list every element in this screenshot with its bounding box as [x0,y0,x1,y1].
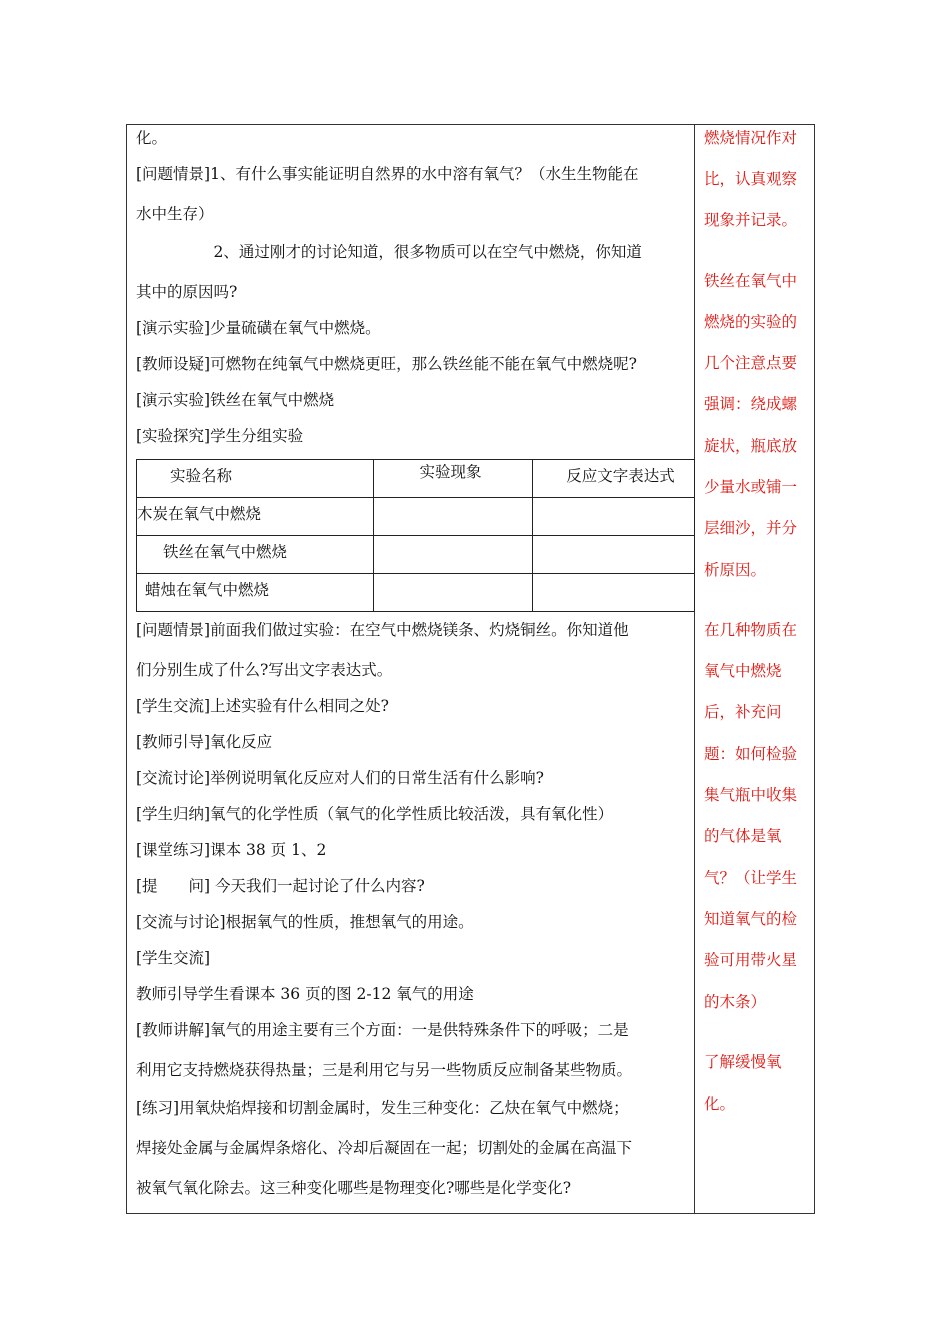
header-cell [137,460,374,498]
note-line: 层细沙，并分 [704,519,798,537]
table-cell [533,574,695,612]
text-line: 2、通过刚才的讨论知道，很多物质可以在空气中燃烧，你知道 [136,243,642,261]
text-line: [交流讨论]举例说明氧化反应对人们的日常生活有什么影响? [136,769,544,787]
note-line: 氧气中燃烧 [704,662,782,680]
text-line: 水中生存） [136,205,214,223]
cell-text [533,574,694,578]
header-expression: 反应文字表达式 [566,467,675,485]
text-line: [学生归纳]氧气的化学性质（氧气的化学性质比较活泼，具有氧化性） [136,805,614,823]
table-cell [137,498,374,536]
experiment-table [136,459,695,612]
column-divider [694,124,695,1214]
text-line: [问题情景]1、有什么事实能证明自然界的水中溶有氧气？（水生生物能在 [136,165,639,183]
cell-text: 蜡烛在氧气中燃烧 [145,581,270,599]
text-line: [练习]用氧炔焰焊接和切割金属时，发生三种变化：乙炔在氧气中燃烧； [136,1099,629,1117]
table-cell [533,498,695,536]
note-line: 了解缓慢氧 [704,1053,782,1071]
cell-text [533,498,694,502]
text-line: 被氧气氧化除去。这三种变化哪些是物理变化?哪些是化学变化? [136,1179,572,1197]
note-line: 的木条） [704,993,767,1011]
note-line: 析原因。 [704,561,767,579]
note-line: 旋状，瓶底放 [704,437,798,455]
cell-text [374,498,533,502]
header-name: 实验名称 [170,467,233,485]
table-cell [373,498,533,536]
header-phenomenon: 实验现象 [419,463,482,481]
note-line: 强调：绕成螺 [704,395,798,413]
table-row [137,574,695,612]
note-line: 题：如何检验 [704,745,798,763]
note-line: 燃烧的实验的 [704,313,798,331]
cell-text [374,574,533,578]
cell-text [374,536,533,540]
text-line: [演示实验]少量硫磺在氧气中燃烧。 [136,319,381,337]
note-line: 后，补充问 [704,703,782,721]
text-line: [提 问] 今天我们一起讨论了什么内容? [136,877,425,895]
note-line: 在几种物质在 [704,621,798,639]
note-line: 少量水或铺一 [704,478,798,496]
text-line: [教师设疑]可燃物在纯氧气中燃烧更旺，那么铁丝能不能在氧气中燃烧呢? [136,355,637,373]
table-cell [137,574,374,612]
text-line: [交流与讨论]根据氧气的性质，推想氧气的用途。 [136,913,474,931]
note-line: 现象并记录。 [704,211,798,229]
note-line: 比，认真观察 [704,170,798,188]
header-cell [373,460,533,498]
text-line: [演示实验]铁丝在氧气中燃烧 [136,391,335,409]
table-row [137,498,695,536]
table-cell [373,536,533,574]
table-header-row [137,460,695,498]
text-line: [学生交流] [136,949,211,967]
note-line: 化。 [704,1095,736,1113]
text-line: [课堂练习]课本 38 页 1、2 [136,841,327,859]
table-cell [533,536,695,574]
text-line: 教师引导学生看课本 36 页的图 2-12 氧气的用途 [136,985,474,1003]
header-cell [533,460,695,498]
cell-text: 木炭在氧气中燃烧 [137,505,262,523]
note-line: 验可用带火星 [704,951,798,969]
note-line: 铁丝在氧气中 [704,272,798,290]
text-line: [教师讲解]氧气的用途主要有三个方面：一是供特殊条件下的呼吸；二是 [136,1021,629,1039]
text-line: [实验探究]学生分组实验 [136,427,304,445]
note-line: 集气瓶中收集 [704,786,798,804]
table-row [137,536,695,574]
text-line: 焊接处金属与金属焊条熔化、冷却后凝固在一起；切割处的金属在高温下 [136,1139,633,1157]
note-line: 气？（让学生 [704,869,798,887]
cell-text [533,536,694,540]
text-line: 们分别生成了什么?写出文字表达式。 [136,661,393,679]
cell-text: 铁丝在氧气中燃烧 [163,543,288,561]
text-line: [问题情景]前面我们做过实验：在空气中燃烧镁条、灼烧铜丝。你知道他 [136,621,629,639]
note-line: 几个注意点要 [704,354,798,372]
note-line: 燃烧情况作对 [704,129,798,147]
table-cell [373,574,533,612]
text-line: 化。 [136,129,168,147]
text-line: [教师引导]氧化反应 [136,733,273,751]
text-line: 利用它支持燃烧获得热量；三是利用它与另一些物质反应制备某些物质。 [136,1061,633,1079]
table-cell [137,536,374,574]
text-line: 其中的原因吗? [136,283,238,301]
note-line: 的气体是氧 [704,827,782,845]
note-line: 知道氧气的检 [704,910,798,928]
text-line: [学生交流]上述实验有什么相同之处? [136,697,389,715]
